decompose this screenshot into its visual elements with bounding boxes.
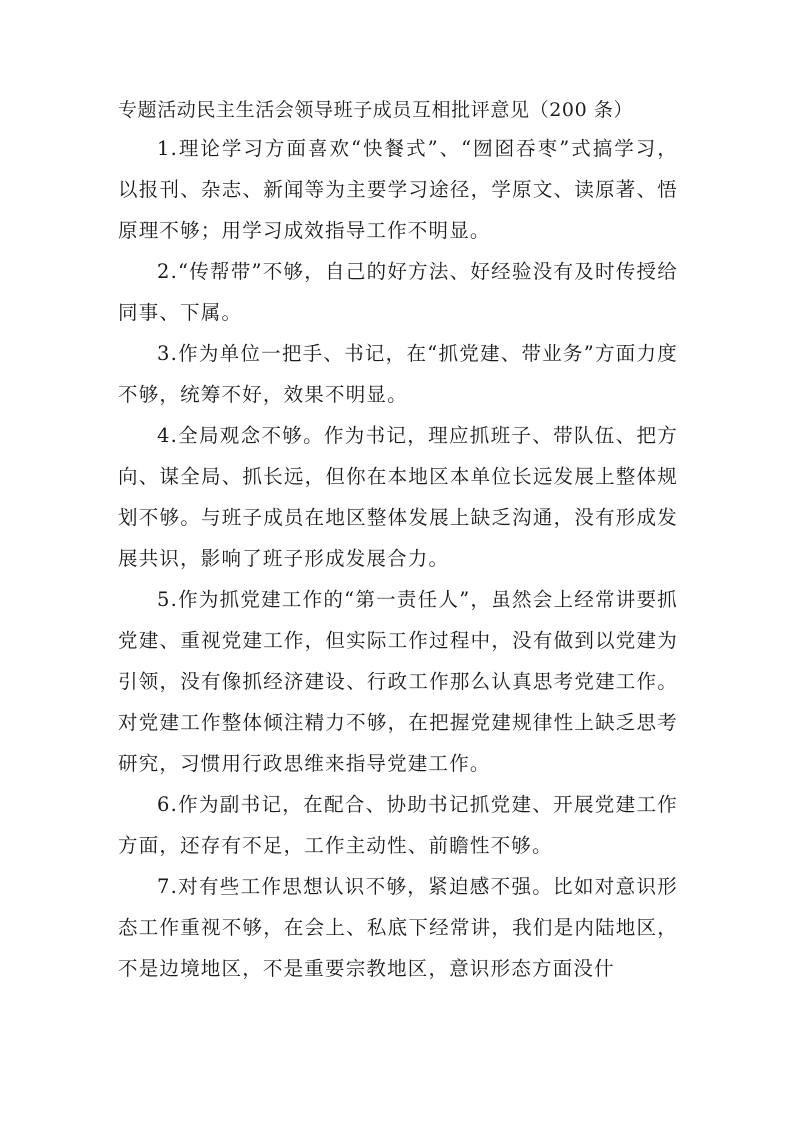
document-body: [118, 92, 678, 989]
paragraph-3: 3.作为单位一把手、书记，在“抓党建、带业务”方面力度不够，统筹不好，效果不明显。: [118, 342, 678, 406]
paragraph-4: 4.全局观念不够。作为书记，理应抓班子、带队伍、把方向、谋全局、抓长远，但你在本地区本单位长远发展上整体规划不够。与班子成员在地区整体发展上缺乏沟通，没有形成发展共识，影响了班子形成发展合力。: [118, 424, 678, 570]
paragraph-6: 6.作为副书记，在配合、协助书记抓党建、开展党建工作方面，还存有不足，工作主动性、前瞻性不够。: [118, 793, 678, 857]
document-title: 专题活动民主生活会领导班子成员互相批评意见（200 条）: [118, 99, 634, 121]
paragraph-1: 1.理论学习方面喜欢“快餐式”、“囫囵吞枣”式搞学习，以报刊、杂志、新闻等为主要学习途径，学原文、读原著、悟原理不够；用学习成效指导工作不明显。: [118, 137, 678, 242]
paragraph-2: 2.“传帮带”不够，自己的好方法、好经验没有及时传授给同事、下属。: [118, 260, 678, 324]
paragraph-5: 5.作为抓党建工作的“第一责任人”，虽然会上经常讲要抓党建、重视党建工作，但实际工作过程中，没有做到以党建为引领，没有像抓经济建设、行政工作那么认真思考党建工作。对党建工作整体倾注精力不够，在把握党建规律性上缺乏思考研究，习惯用行政思维来指导党建工作。: [118, 588, 678, 775]
paragraph-7: 7.对有些工作思想认识不够，紧迫感不强。比如对意识形态工作重视不够，在会上、私底下经常讲，我们是内陆地区，不是边境地区，不是重要宗教地区，意识形态方面没什: [118, 875, 678, 980]
